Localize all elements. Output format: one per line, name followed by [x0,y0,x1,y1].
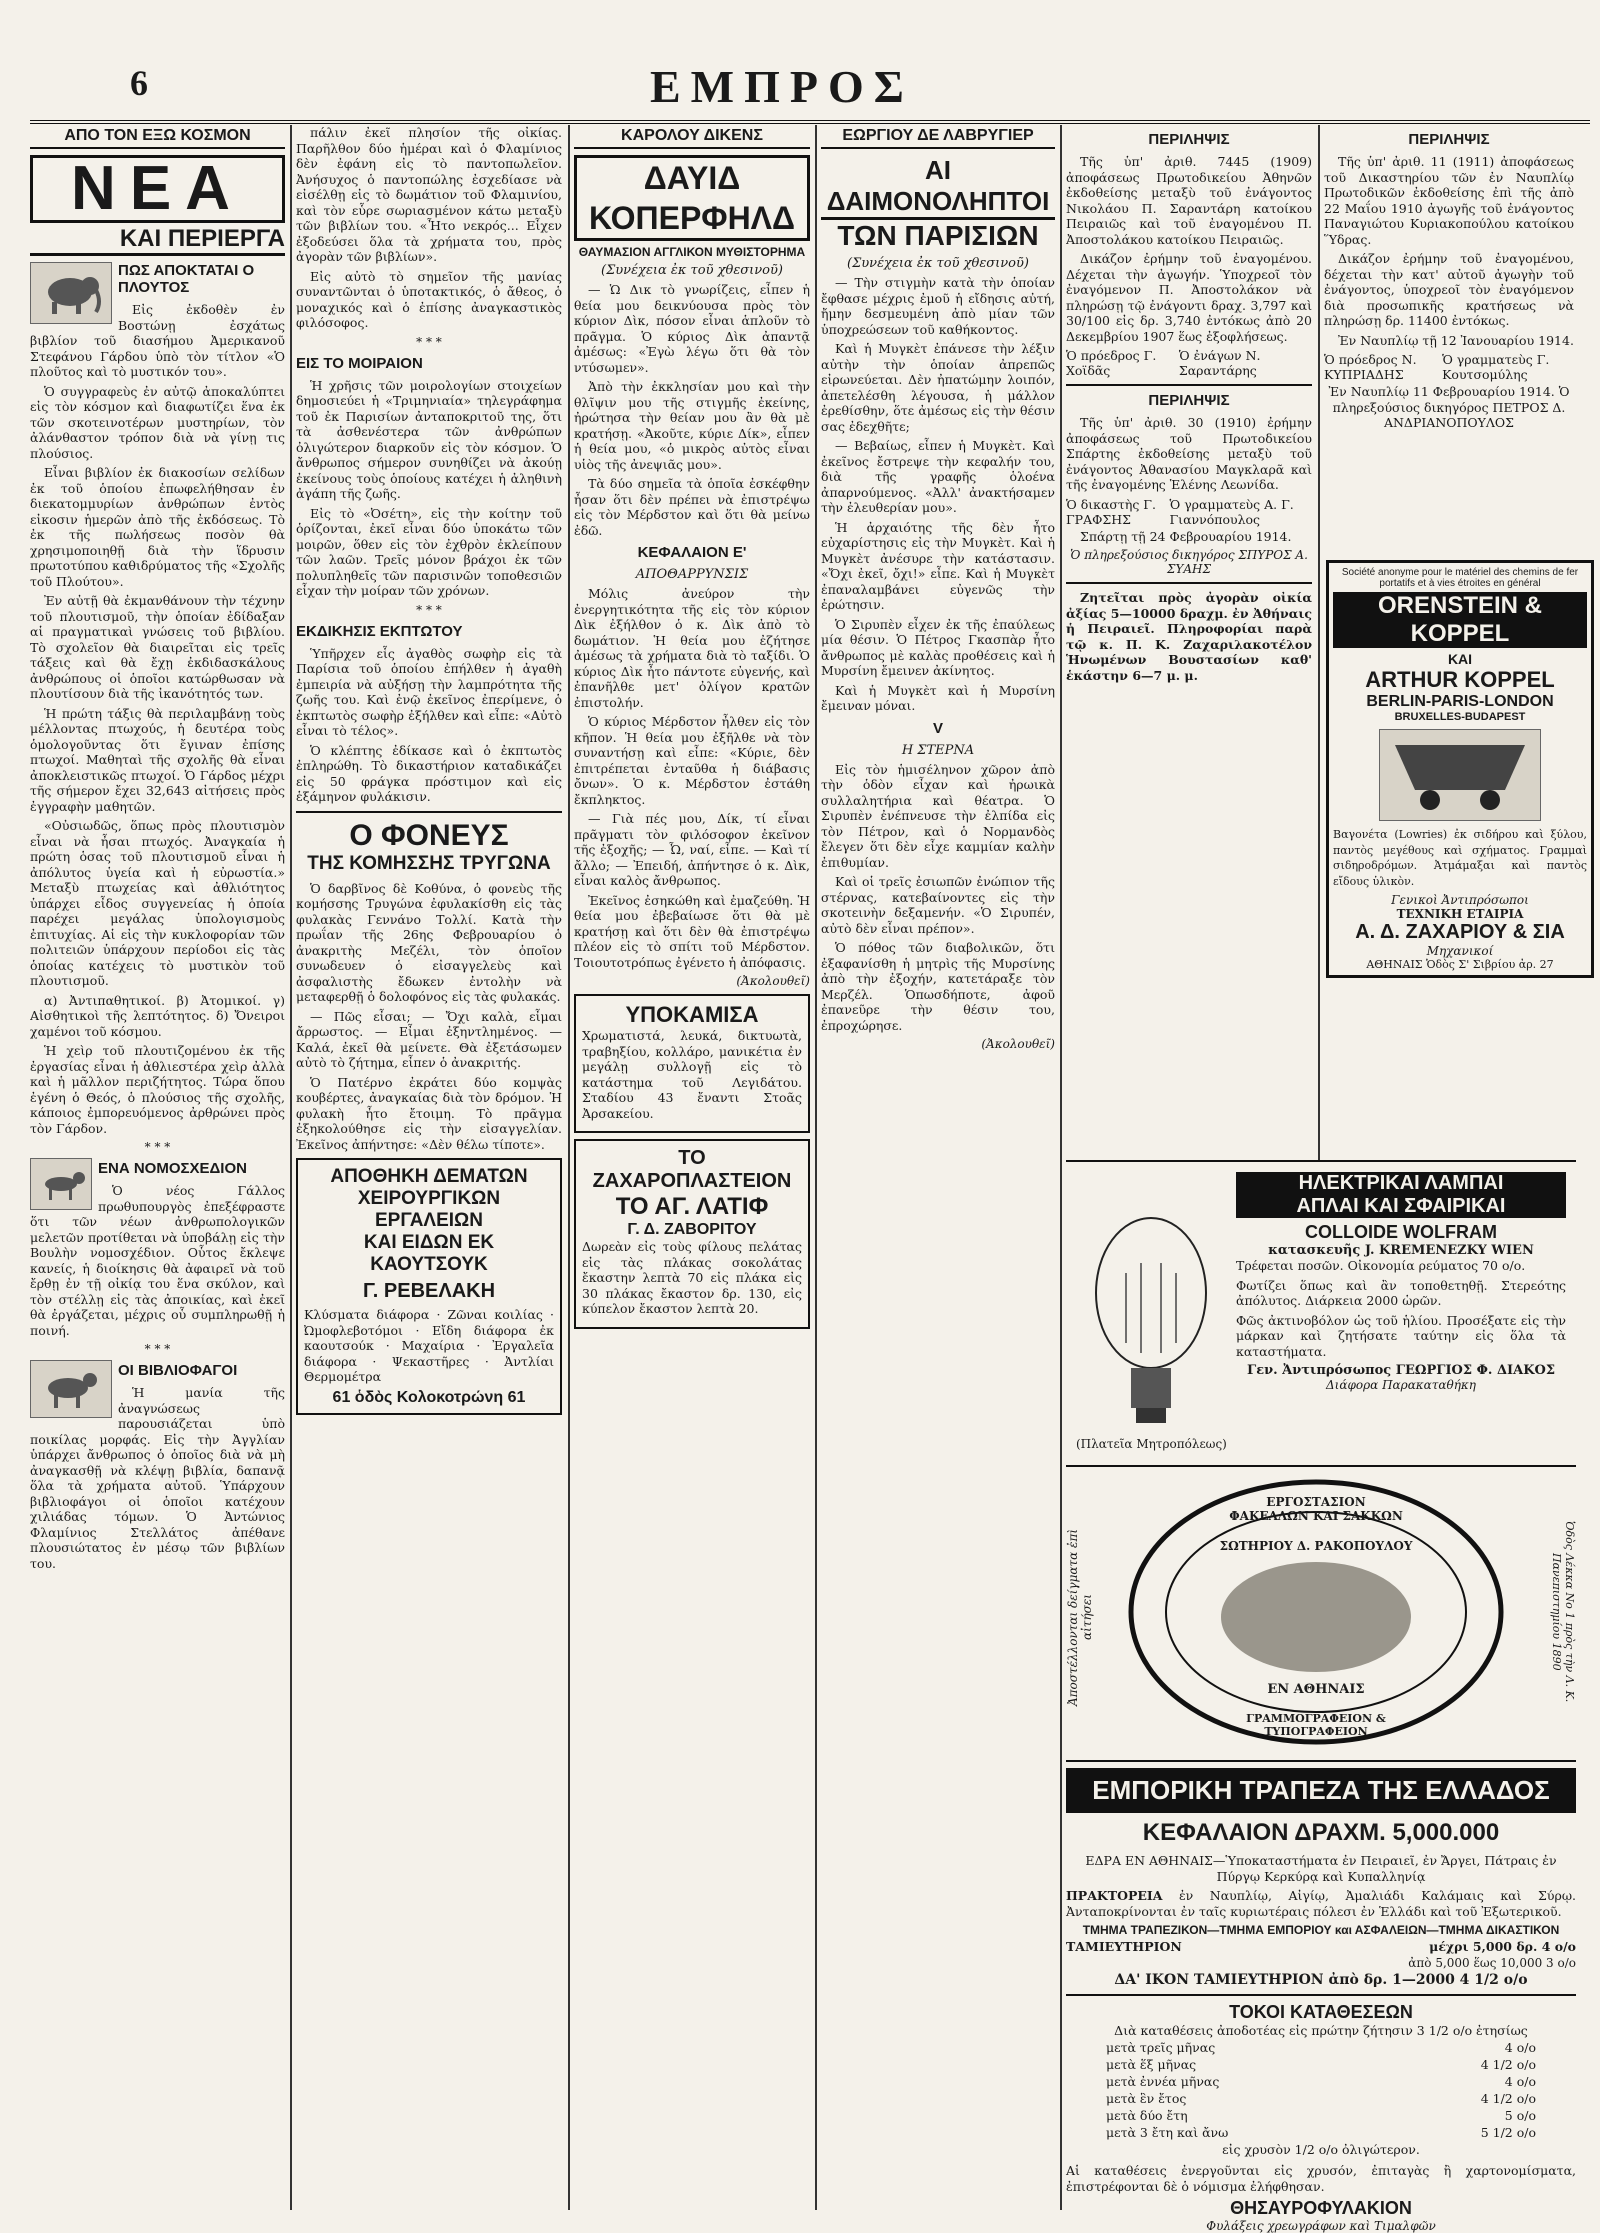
section-heading: ΠΩΣ ΑΠΟΚΤΑΤΑΙ Ο ΠΛΟΥΤΟΣ [118,262,255,296]
column-rule [1318,125,1320,1160]
ad-cities: BERLIN-PARIS-LONDON [1366,693,1554,710]
rate-row [1106,2074,1536,2089]
rate-value: 4 1/2 ο/ο [1480,2057,1536,2072]
seal-side-left: Ἀποστέλλονται δείγματα ἐπὶ αἰτήσει [1066,1528,1094,1706]
lightbulb-illustration [1076,1208,1226,1438]
rate-row [1106,2125,1536,2140]
elephant-illustration [30,262,112,324]
paragraph: Ἐκεῖνος ἐσηκώθη καὶ ἐμαζεύθη. Ἡ θεία μου ἐβεβαίωσε ὅτι θὰ μὲ κρατήσῃ καὶ ὅτι δὲν θὰ ἐπιστρέψω πλέον εἰς τὸ σπίτι τοῦ Μέρδστον. Τοιουτοτρόπως ἐγένετο ἡ ἀπόφασις. [574,892,810,970]
bank-capital: ΚΕΦΑΛΑΙΟΝ ΔΡΑΧΜ. 5,000.000 [1142,1819,1500,1846]
headline: ΤΗΣ ΚΟΜΗΣΣΗΣ ΤΡΥΓΩΝΑ [307,852,551,874]
ad-agent: Γεν. Ἀντιπρόσωπος ΓΕΩΡΓΙΟΣ Φ. ΔΙΑΚΟΣ [1246,1363,1556,1378]
bank-agencies [1066,1888,1576,1919]
section-heading: ΕΙΣ ΤΟ ΜΟΙΡΑΙΟΝ [296,354,423,372]
page-number: 6 [130,63,148,103]
divider [1066,384,1312,386]
signature: Ὁ γραμματεὺς Γ. Κουτσομύλης [1442,352,1550,382]
elephant-icon [36,268,106,318]
ad-cities: BRUXELLES-BUDAPEST [1394,711,1526,723]
ad-place: (Πλατεῖα Μητροπόλεως) [1076,1437,1227,1451]
paragraph: — Γιὰ πές μου, Δίκ, τί εἶναι πρᾶγματι τὸν φιλόσοφον ἐκεῖνον τῆς ἐξοχῆς; — Ὦ, ναί, εἶπε. — Καὶ τί ἄλλο; — Ἐπειδή, ἀπήντησε ὁ κ. Δὶκ, εἶναι καλὸς ἄνθρωπος. [574,811,810,888]
signature: Ὁ γραμματεὺς Α. Γ. Γιαννόπουλος [1169,496,1294,527]
bank-savings-rate: μέχρι 5,000 δρ. 4 ο/ο [1429,1939,1576,1954]
bank-savings-rate: ἀπὸ 5,000 ἕως 10,000 3 ο/ο [1408,1956,1576,1970]
paragraph: Εἰς ἐκδοθὲν ἐν Βοστώνῃ ἐσχάτως βιβλίον τοῦ διασήμου Ἀμερικανοῦ Στεφάνου Γάρδου ὑπὸ τὸν τίτλον «Ὁ πλοῦτος καὶ τὸ μυστικόν του». [30,302,285,379]
seal-ring-text: ΕΡΓΟΣΤΑΣΙΟΝ ΦΑΚΕΛΛΩΝ ΚΑΙ ΣΑΚΚΩΝ [1229,1495,1403,1523]
ad-shirts [574,994,810,1133]
bank-vault: ΘΗΣΑΥΡΟΦΥΛΑΚΙΟΝ [1230,2198,1412,2218]
seal-name: ΣΩΤΗΡΙΟΥ Δ. ΡΑΚΟΠΟΥΛΟΥ [1219,1539,1413,1553]
ad-heading: ΑΠΟΘΗΚΗ ΔΕΜΑΤΩΝ [330,1166,528,1187]
paragraph: Μόλις ἀνεύρον τὴν ἐνεργητικότητα τῆς εἰς τὸν κύριον Δὶκ ἐξήλθον ὁ κ. Δὶκ ἀπὸ τὸ δωμάτιον. Ἡ θεία μου ἐζήτησε ἀμέσως τὰ χρήματα διὰ τὸ ταξίδι. Ὁ κύριος Δὶκ ἦτο πάντοτε εὐγενής, καὶ ἐπανῆλθε μετ' ὀλίγον κρατῶν ἐπιστολήν. [574,586,810,710]
ad-heading: ΑΠΛΑΙ ΚΑΙ ΣΦΑΙΡΙΚΑΙ [1236,1195,1566,1218]
separator: * * * [144,1342,171,1356]
paragraph: — Βεβαίως, εἶπεν ἡ Μυγκὲτ. Καὶ ἐκεῖνος ἔστρεψε τὴν κεφαλήν του, διὰ τῆς γραφῆς ὁλοένα ἀπαρνούμενος. «Ἀλλ' ἀνακτήσαμεν τὴν ἐλευθερίαν μου». [821,438,1055,515]
notice-date: Ἐν Ναυπλίῳ τῇ 12 Ἰανουαρίου 1914. [1338,332,1574,348]
ad-items: Κλύσματα διάφορα · Ζῶναι κοιλίας · Ὠμοφλεβοτόμοι · Εἴδη διάφορα ἐκ καουτσούκ · Μαχαίρια · Ἐργαλεῖα διάφορα · Ψεκαστῆρες · Ἀντλίαι Θερμομέτρα [304,1307,554,1384]
serial-subtitle: ΤΩΝ ΠΑΡΙΣΙΩΝ [837,220,1039,251]
rates-intro: Διὰ καταθέσεις ἀποδοτέας εἰς πρώτην ζήτησιν 3 1/2 ο/ο ἐτησίως [1114,2023,1528,2038]
paragraph: Ἡ χρῆσις τῶν μοιρολογίων στοιχείων δημοσιεύει ἡ «Τριμηνιαία» τηλεγράφημα τοῦ ἐκ Παρισίων ἀνταποκριτοῦ της, ὅτι τὰ ἀσθενέστερα τῶν ἀνθρώπων ὀλιγώτερον διαρκοῦν εἰς τὸν κόσμον. Ὁ ἄνθρωπος σήμερον συνηθίζει νὰ ἀκούῃ ἐκείνους τοὺς ὁποίους κατέχει ἡ ἀληθινὴ ἀγάπη τῆς ζωῆς. [296,377,562,501]
paragraph: Εἶναι βιβλίον ἐκ διακοσίων σελίδων ἐκ τοῦ ὁποίου ἐπωφελήθησαν ἐν διεκατομμυρίων ἀνθρώπων ἐντὸς εἰκοσιν ἡμερῶν ἀπὸ τῆς ἐκδόσεως. Τὸ ἐκ τῆς πωλήσεως ποσὸν θὰ χρησιμοποιηθῇ διὰ τὴν ἵδρυσιν πρωτοτύπου καθιδρύματος τῆς «Σχολῆς τοῦ Πλούτου». [30,465,285,589]
ad-agent-role: Διάφορα Παρακαταθήκη [1326,1378,1476,1392]
rate-term: μετὰ ἓν ἔτος [1106,2091,1187,2106]
bank-note: Αἱ καταθέσεις ἐνεργοῦνται εἰς χρυσόν, ἐπιταγὰς ἢ χαρτονομίσματα, ἐπιστρέφονται δὲ ὁ νόμισμα ἐλήφθησαν. [1066,2163,1576,2194]
ad-brand: ARTHUR KOPPEL [1365,667,1555,692]
serial-author: ΕΩΡΓΙΟΥ ΔΕ ΛΑΒΡΥΓΙΕΡ [821,125,1055,149]
rate-value: 5 ο/ο [1504,2108,1536,2123]
notice-text: Τῆς ὑπ' ἀριθ. 30 (1910) ἐρήμην ἀποφάσεως τοῦ Πρωτοδικείου Σπάρτης ἐκδοθείσης μεταξὺ τοῦ ἐνάγοντος Ἀθανασίου Μαγκλαρᾶ καὶ τῆς ἐναγομένης Ἑλένης Λεωνίδα. [1066,415,1312,492]
paragraph: Εἰς τὸ «Ὀσέτη», εἰς τὴν κοίτην τοῦ ὁρίζονται, ἐκεῖ εἶναι δύο ὑποκάτω τῶν μοιρῶν, ὅθεν εἰς τὸν ἐχθρὸν ἐκλείπουν τῶν λαῶν. Τρεῖς μόνον βράχοι ἐκ τῶν πολυπληθεῖς τῶν παρισινῶν τοποθεσιῶν εἶχαν τὴν μοίραν τῶν χρόνων. [296,505,562,598]
paragraph: πάλιν ἐκεῖ πλησίον τῆς οἰκίας. Παρῆλθον δύο ἡμέραι καὶ ὁ Φλαμίνιος δὲν ἐφάνη εἰς τὸ παντοπωλεῖον. Ἀνήσυχος ὁ παντοπώλης ἐσχεδίασε νὰ εἰσέλθῃ εἰς τὸ δωμάτιον τοῦ Φλαμινίου, καὶ τὸν εὗρε σωριασμένον κάτω μεταξὺ τῶν βιβλίων του. «Ἦτο νεκρός... Εἶχεν ἐξοδεύσει ὅλα τὰ χρήματα του, πρὸς ἀγορὰν τῶν βιβλίων». [296,125,562,264]
notice-signatures [1324,352,1574,382]
dog-illustration [30,1158,92,1210]
paragraph: Ὁ κλέπτης ἐδίκασε καὶ ὁ ἐκπτωτὸς ἐπληρώθη. Τὸ δικαστήριον καταδικάζει εἰς 50 φράγκα πρόστιμον καὶ εἰς ἑξάμηνον φυλάκισιν. [296,742,562,804]
paragraph: Ὁ κύριος Μέρδστον ἦλθεν εἰς τὸν κῆπον. Ἡ θεία μου ἐξῆλθε νὰ τὸν συναντήσῃ καὶ εἶπε: «Κύριε, δὲν ἐπιτρέπεται ἐνταῦθα ἡ διάβασις ὄνων». Ὁ κ. Μέρδστον ἐστάθη ἔκπληκτος. [574,714,810,807]
goat-illustration [30,1360,112,1418]
section-heading: ΕΚΔΙΚΗΣΙΣ ΕΚΠΤΩΤΟΥ [296,622,463,640]
ad-address: ΑΘΗΝΑΙΣ Ὁδὸς Σ' Σιβρίου ἀρ. 27 [1366,958,1554,971]
paragraph: Ὁ συγγραφεὺς ἐν αὐτῷ ἀποκαλύπτει εἰς τὸν κόσμον καὶ διαφωτίζει ἕνα ἐκ τῶν σκοτεινοτέρων μυστηρίων, τὸν ἀλάνθαστον τρόπον διὰ νὰ γίνῃ τις πλούσιος. [30,383,285,461]
paragraph: Ὁ νέος Γάλλος πρωθυπουργὸς ἐπεξέφραστε ὅτι τῶν νέων ἀνθρωπολογικῶν μελετῶν προτίθεται νὰ ὑποβάλῃ εἰς τὴν Βουλὴν νομοσχέδιον. Οὗτος ἔκλεψε κανείς, ἡ διοίκησις θὰ ἀφαιρεῖ νὰ τοῦ ἔρθῃ ἐν τῇ οἰκίᾳ του ἕνα σκύλον, καὶ τὸν στέλλῃ εἰς τὰς ἀποικίας, καὶ ἐκεῖ θὰ ἐργάζεται, μέχρις οὗ συμπληρωθῇ ἡ ποινή. [30,1183,285,1338]
paragraph: Καὶ ἡ Μυγκὲτ καὶ ἡ Μυρσίνη ἔμειναν μόναι. [821,682,1055,713]
bank-agencies-head: ΠΡΑΚΤΟΡΕΙΑ [1066,1888,1163,1903]
paragraph: Ἡ πρώτη τάξις θὰ περιλαμβάνῃ τοὺς μέλλοντας πτωχούς, ἡ δευτέρα τοὺς ὁμολογοῦντας ὅτι ἔγιναν ἐπίσης πτωχοί. Μαθηταὶ τῆς σχολῆς θὰ εἶναι ἀποκλειστικῶς πτωχοί. Ὁ Γάρδος μέχρι τῆς σήμερον ἔχει 32,643 αἰτήσεις πρὸς ἐγγραφὴν μαθητῶν. [30,705,285,814]
to-be-continued: (Ἀκολουθεῖ) [736,974,810,988]
paragraph: — Ὡ Δικ τὸ γνωρίζεις, εἶπεν ἡ θεία μου δεικνύουσα πρὸς τὸν κύριον Δὶκ, πόσον εἶναι ἁπλοῦν τὸ πρᾶγμα. Ὁ κύριος Δὶκ ἀπαντᾷ ἀμέσως: «Ἐγὼ λέγω ὅτι θὰ τὸν ντύσωμεν». [574,282,810,375]
rates-gold: εἰς χρυσὸν 1/2 ο/ο ὀλιγώτερον. [1222,2142,1420,2157]
rate-value: 4 ο/ο [1504,2074,1536,2089]
rates-heading: ΤΟΚΟΙ ΚΑΤΑΘΕΣΕΩΝ [1229,2002,1413,2022]
continuation-note: (Συνέχεια ἐκ τοῦ χθεσινοῦ) [847,256,1029,271]
notice-heading: ΠΕΡΙΛΗΨΙΣ [1148,131,1230,148]
serial-subtitle: ΘΑΥΜΑΣΙΟΝ ΑΓΓΛΙΚΟΝ ΜΥΘΙΣΤΟΡΗΜΑ [578,245,806,259]
bank-savings-head: ΤΑΜΙΕΥΤΗΡΙΟΝ [1066,1939,1182,1954]
notice-text: Δικάζον ἐρήμην τοῦ ἐναγομένου. Δέχεται τὴν ἀγωγήν. Ὑποχρεοῖ τὸν ἐναγόμενον Π. Ἀποστολάκον νὰ πληρώσῃ τῷ ἐνάγοντι δραχ. 3,797 καὶ 30/100 εἰς δρ. 3,740 ἐντόκως ἀπὸ 20 Δεκεμβρίου 1907 ἕως ἐξοφλήσεως. [1066,251,1312,344]
signature: Ὁ πρόεδρος Ν. ΚΥΠΡΙΑΔΗΣ [1324,352,1417,382]
bank-agencies-text: ἐν Ναυπλίῳ, Αἰγίῳ, Ἀμαλιάδι Καλάμαις καὶ Σύρῳ. Ἀνταποκρίνονται ἐν ταῖς κυριωτέραις πόλεσι ἐν Ἑλλάδι καὶ τοῦ Ἐξωτερικοῦ. [1066,1888,1576,1919]
column-rule [815,125,817,2210]
bank-departments: ΤΜΗΜΑ ΤΡΑΠΕΖΙΚΟΝ—ΤΜΗΜΑ ΕΜΠΟΡΙΟΥ και ΑΣΦΑΛΕΙΩΝ—ΤΜΗΜΑ ΔΙΚΑΣΤΙΚΟΝ [1082,1923,1560,1937]
signature: Ὁ δικαστὴς Γ. ΓΡΑΦΣΗΣ [1066,496,1156,527]
ad-name: Γ. Δ. ΖΑΒΟΡΙΤΟΥ [627,1221,757,1238]
section-kicker: ΑΠΟ ΤΟΝ ΕΞΩ ΚΟΣΜΟΝ [30,125,285,149]
ad-heading: ΥΠΟΚΑΜΙΣΑ [625,1002,759,1027]
paper-name: ΕΜΠΡΟΣ [650,61,914,112]
notice-text: Τῆς ὑπ' ἀριθ. 11 (1911) ἀποφάσεως τοῦ Δικαστηρίου τῶν ἐν Ναυπλίῳ Πρωτοδικῶν ἐκδοθείσης ἐπὶ τῆς ἀπὸ 22 Μαΐου 1910 ἀγωγῆς τοῦ ἐνάγοντος Παναγιώτου Κυριακοπούλου κατοίκου Ὕδρας. [1324,154,1574,247]
bank-savings [1066,1939,1576,1954]
ad-text: Χρωματιστά, λευκά, δικτυωτὰ, τραβηξίου, κολλάρο, μανικέτια ἐν μεγάλῃ συλλογῇ εἰς τὸ κατάστημα τοῦ Λεγιδάτου. Σταδίου 43 ἔναντι Στοᾶς Ἀρσακείου. [582,1028,802,1121]
separator: * * * [416,334,442,349]
notice-lawyer: Ὁ πληρεξούσιος δικηγόρος ΣΠΥΡΟΣ Α. ΣΥΑΗΣ [1070,548,1308,576]
ad-koppel [1326,560,1594,978]
rate-row [1106,2040,1536,2055]
paragraph: Ὁ Πατέρνο ἐκράτει δύο κομψὰς κουβέρτες, ἀναγκαίας διὰ τὸν δρόμον. Ἡ φυλακὴ ἦτο ἔτοιμη. Τὸ πρᾶγμα ἐξηκολούθησε εἰς τὴν εἰσαγγελίαν. Ἐκεῖνος ἀπήντησε: «Δὲν θέλω τίποτε». [296,1074,562,1152]
rate-term: μετὰ 3 ἔτη καὶ ἄνω [1106,2125,1229,2140]
paragraph: — Πῶς εἶσαι; — Ὄχι καλὰ, εἶμαι ἄρρωστος. — Εἶμαι ἐξηντλημένος. — Καλά, ἐκεῖ θὰ μείνετε. Θὰ ἐξετάσωμεν αὐτὸ τὸ ζήτημα, εἶπεν ὁ ἀνακριτής. [296,1008,562,1070]
notice-lawyer: Ἐν Ναυπλίῳ 11 Φεβρουαρίου 1914. Ὁ πληρεξούσιος δικηγόρος ΠΕΤΡΟΣ Δ. ΑΝΔΡΙΑΝΟΠΟΥΛΟΣ [1328,384,1570,430]
masthead [30,60,1590,124]
paragraph: Ἐν αὐτῇ θὰ ἐκμανθάνουν τὴν τέχνην τοῦ πλουτισμοῦ, τὴν ὁποίαν ἐδίδαξαν αἱ πραγματικαὶ γνώσεις τοῦ βιβλίου. Τὸ σχολεῖον θὰ διαιρεῖται εἰς τρεῖς τάξεις καὶ θὰ ἔχῃ ἐκδιδασκάλους ἀνθρώπους οἱ ὁποῖοι κατώρθωσαν νὰ πλουτίσουν διὰ τῆς ἰκανότητός των. [30,593,285,701]
paragraph: Ὁ δαρβῖνος δὲ Κοθύνα, ὁ φονεὺς τῆς κομήσσης Τρυγώνα ἐφυλακίσθη εἰς τὰς φυλακὰς Γεννάνο Τολλί. Κατὰ τὴν πρωΐαν τῆς 26ης Φεβρουαρίου ὁ ἀνακριτὴς Μεζέλι, τὸν ὁποῖον συνωδευεν ὁ εἰσαγγελεὺς καὶ ἀσφαλιστὴς ἔδωκεν ἐντολὴν νὰ μεταφερθῇ ὁ δολοφόνος εἰς τὰς φυλακάς. [296,880,562,1004]
list: α) Ἀντιπαθητικοί. β) Ἀτομικοί. γ) Αἰσθητικοὶ τῆς λεπτότητος. δ) Ὄνειροι χαμένοι τοῦ κόσμου. [30,992,285,1039]
ad-text: Βαγονέτα (Lowries) ἐκ σιδήρου καὶ ξύλου, παντὸς μεγέθους καὶ σχήματος. Γραμμαὶ σιδηροδρόμων. Ἀτμάμαξαι καὶ παντὸς εἴδους ὑλικὸν. [1333,828,1587,888]
rates-table [1066,2040,1576,2140]
mine-cart-illustration [1379,729,1541,821]
paragraph: Καὶ ἡ Μυγκὲτ ἐπάνεσε τὴν λέξιν αὐτὴν τὴν ὁποίαν ἀπρεπῶς εἰρωνεύεται. Δὲν ἠπατώμην λοιπόν, ἀπετελέσθη λέγουσα, ἡ μάλλον ἐρεθίσθην, ὅτε ἀμέσως εἰς τὴν θέσιν σας ἐδεχθῆτε; [821,341,1055,434]
to-be-continued: (Ἀκολουθεῖ) [981,1037,1055,1051]
chapter-title: ΑΠΟΘΑΡΡΥΝΣΙΣ [635,567,749,582]
ad-heading: ΚΑΙ ΕΙΔΩΝ ΕΚ ΚΑΟΥΤΣΟΥΚ [363,1232,495,1275]
bank-title: ΕΜΠΟΡΙΚΗ ΤΡΑΠΕΖΑ ΤΗΣ ΕΛΛΑΔΟΣ [1066,1768,1576,1813]
serial-title: ΔΑΥΙΔ ΚΟΠΕΡΦΗΛΔ [574,155,810,241]
paragraph: Ὁ πόθος τῶν διαβολικῶν, ὅτι ἐξαφανίσθη ἡ μητρὶς τῆς Μυρσίνης ἀπὸ τὴν ἐξοχήν, κατετάραξε τὸν Μερζέλ. Ὁπωσδήποτε, ἀφοῦ ἐπανεῦρε τὴν θέσιν του, ἐπροχώρησε. [821,940,1055,1033]
headline: Ο ΦΟΝΕΥΣ [349,818,509,852]
divider [296,811,562,813]
notice-text: Τῆς ὑπ' ἀριθ. 7445 (1909) ἀποφάσεως Πρωτοδικείου Ἀθηνῶν ἐκδοθείσης μεταξὺ τοῦ ἐνάγοντος Νικολάου Π. Σαραντάρη κατοίκου Πειραιῶς καὶ τοῦ ἐναγομένου Π. Ἀποστολάκου κατοίκου Πειραιῶς. [1066,154,1312,247]
rate-row [1106,2057,1536,2072]
paragraph: Καὶ οἱ τρεῖς ἐσιωπῶν ἐνώπιον τῆς στέρνας, κατεβαίνοντες εἰς τὴν σκοτεινὴν δεξαμενήν. «Ὁ Σιρυπέν, αὐτὸ δὲν εἶναι πρέπον». [821,874,1055,936]
rate-term: μετὰ δύο ἔτη [1106,2108,1188,2123]
paragraph: Ἡ χεὶρ τοῦ πλουτιζομένου ἐκ τῆς ἐργασίας εἶναι ἡ ἀθλιεστέρα χεὶρ ἀλλὰ καὶ ἡ μᾶλλον περιζήτητος. Τώρα ὅπου ἐγένη ὁ Θεός, ὁ πλούσιος τῆς σχολῆς, κάποιος ἐμπορευόμενος ἀρθρώνει πρὸς τὸν Γάρδον. [30,1043,285,1136]
ad-brand: COLLOIDE WOLFRAM [1305,1222,1497,1242]
seal-place: ΕΝ ΑΘΗΝΑΙΣ [1267,1682,1365,1697]
notice-heading: ΠΕΡΙΛΗΨΙΣ [1408,131,1490,148]
ad-text: Τρέφεται ποσῶν. Οἰκονομία ρεύματος 70 ο/ο. [1236,1258,1526,1273]
divider [1066,1994,1576,1996]
notice-signatures [1066,348,1312,378]
paragraph: — Τὴν στιγμὴν κατὰ τὴν ὁποίαν ἔφθασε μέχρις ἐμοῦ ἡ εἴδησις αὐτή, ἤμην δεσμευμένη ἀπὸ μίαν τῶν ὑποχρεώσεων τοῦ καθήκοντος. [821,275,1055,337]
column-rule [1060,125,1062,2210]
ad-maker: κατασκευῆς J. KREMENEZKY WIEN [1268,1243,1534,1258]
ad-surgical [296,1158,562,1415]
paragraph: Ἡ ἀρχαιότης τῆς δὲν ἦτο εὐχαρίστησις εἰς τὴν Μυγκὲτ. Καὶ ἡ Μυγκὲτ ἀνέσυρε τὴν κατάστασιν. «Ὄχι ἐκεῖ, ὄχι!» εἶπε. Καὶ ἡ Μυγκὲτ ἐπαναλαμβάνει εὐγενῶς τὴν ἐρώτησιν. [821,519,1055,612]
ad-brand: ORENSTEIN & KOPPEL [1333,592,1587,648]
dog-icon [33,1164,89,1204]
column-rule [290,125,292,2210]
ad-heading: ΤΟ ΖΑΧΑΡΟΠΛΑΣΤΕΙΟΝ [592,1147,792,1192]
rate-row [1106,2091,1536,2106]
ad-bank [1066,1760,1576,2233]
headline-main: ΝΕΑ [30,155,285,223]
notice-heading: ΠΕΡΙΛΗΨΙΣ [1148,392,1230,409]
separator: * * * [144,1140,171,1154]
lightbulb-icon [1086,1213,1216,1433]
column-4 [821,125,1055,2210]
rate-value: 5 1/2 ο/ο [1480,2125,1536,2140]
ad-text: Φωτίζει ὅπως καὶ ἂν τοποθετηθῇ. Στερεότης ἀπόλυτος. Διάρκεια 2000 ὡρῶν. [1236,1277,1566,1308]
lamp-ad-text [1236,1172,1566,1392]
ad-agents-heading: Γενικοὶ Ἀντιπρόσωποι [1391,893,1529,907]
paragraph: «Οὐσιωδῶς, ὅπως πρὸς πλουτισμὸν εἶναι νὰ ἦσαι πτωχός. Ἀναγκαία ἡ πρώτη ὁσας τοῦ πλουτισμοῦ εἶναι ἡ ἀπόλυτος ὑγεία καὶ ἡ εὐρωστία.» Μεταξὺ πτωχείας καὶ ἀθλιότητος ὑπάρχει εἶδος συγγενείας ἡ ὁποία παρέχει μεγάλας ὑπολογισμοὺς ἐπιτυχίας. Αἱ εἰς τὴν κυκλοφορίαν τῶν πολιτειῶν ὑπάρχουν περίοδοι εἰς τὰς ὁποίας κατέχεις τὸ μυστικὸν τοῦ πλουτισμοῦ. [30,818,285,988]
paragraph: Ἡ μανία τῆς ἀναγνώσεως παρουσιάζεται ὑπὸ ποικίλας μορφάς. Εἰς τὴν Ἀγγλίαν ὑπάρχει ἄνθρωπος ὁ ὁποῖος διὰ νὰ μὴ ἀναγκασθῇ νὰ κλέψῃ βιβλία, δαπανᾷ ὅλα τὰ χρήματα αὐτοῦ. Ὑπάρχουν βιβλιοφάγοι οἱ ὁποῖοι κατέχουν χιλιάδας τόμων. Ὁ Ἀντώνιος Φλαμίνιος Στελλάτος ἀπέθανε πλουσιώτατος ἐν μέσῳ τῶν βιβλίων του. [30,1385,285,1571]
serial-author: ΚΑΡΟΛΟΥ ΔΙΚΕΝΣ [574,125,810,149]
divider [1066,582,1312,584]
paragraph: Ὑπῆρχεν εἷς ἀγαθὸς σωφὴρ εἰς τὰ Παρίσια τοῦ ὁποίου ἐπήλθεν ἡ ἀγαθὴ ἐμπειρία νὰ αὐξήσῃ τὴν λαμπρότητα τῆς ζωῆς του. Καὶ ἐνῷ ἐκεῖνος ἐπερίμενε, ὁ ἐκπτωτὸς σωφὴρ ἐξήλθεν καὶ εἶπε: «Αὐτὸ εἶναι τὸ τέλος». [296,645,562,738]
ad-heading: ΧΕΙΡΟΥΡΓΙΚΩΝ ΕΡΓΑΛΕΙΩΝ [357,1188,501,1231]
column-rule [568,125,570,2210]
paragraph: Τὰ δύο σημεῖα τὰ ὁποῖα ἐσκέφθην ἦσαν ὅτι δὲν πρέπει νὰ ἐπιστρέψω εἰς τὸν Μέρδστον καὶ ὅτι θὰ μείνω ἐδῶ. [574,476,810,538]
paragraph: Εἰς αὐτὸ τὸ σημεῖον τῆς μανίας συναντῶνται ὁ ὑποτακτικός, ὁ ἄθεος, ὁ μοναχικός καὶ ὁ ἐπίσης ἀναγκαστικὸς φιλόσοφος. [296,268,562,330]
notice-date: Σπάρτῃ τῇ 24 Φεβρουαρίου 1914. [1080,528,1292,544]
rate-term: μετὰ ἐννέα μῆνας [1106,2074,1220,2089]
ad-address: 61 ὁδὸς Κολοκοτρώνη 61 [332,1388,526,1406]
ad-agent: Α. Δ. ΖΑΧΑΡΙΟΥ & ΣΙΑ [1355,921,1565,943]
ad-agents-sub: ΤΕΧΝΙΚΗ ΕΤΑΙΡΙΑ [1396,907,1524,921]
rate-term: μετὰ τρεῖς μῆνας [1106,2040,1216,2055]
ad-conjunction: ΚΑΙ [1447,651,1473,667]
ad-lamps [1066,1160,1576,1462]
serial-title: ΑΙ ΔΑΙΜΟΝΟΛΗΠΤΟΙ [821,155,1055,220]
ad-name: Γ. ΡΕΒΕΛΑΚΗ [362,1280,496,1302]
column-3 [574,125,810,2210]
signature: Ὁ ἐνάγων Ν. Σαραντάρης [1178,348,1261,378]
paragraph: Ἀπὸ τὴν ἐκκλησίαν μου καὶ τὴν θλῖψιν μου τῆς στιγμῆς ἐκείνης, ἠρώτησα τὴν θείαν μου ἂν θὰ μὲ κρατήσῃ. «Ἀκοῦτε, κύριε Δίκ», εἶπεν ἡ θεία μου, «ὁ μικρὸς αὐτὸς εἶναι υἱὸς τῆς ἀνεψιᾶς μου». [574,379,810,472]
signature: Ὁ πρόεδρος Γ. Χοϊδᾶς [1066,348,1157,378]
chapter-title: Η ΣΤΕΡΝΑ [901,742,975,758]
bank-passbooks: ΔΑ' ΙΚΟΝ ΤΑΜΙΕΥΤΗΡΙΟΝ ἀπὸ δρ. 1—2000 4 1/2 ο/ο [1114,1972,1528,1988]
ad-heading: ΗΛΕΚΤΡΙΚΑΙ ΛΑΜΠΑΙ [1236,1172,1566,1195]
notice-text: Δικάζον ἐρήμην τοῦ ἐναγομένου, δέχεται τὴν κατ' αὐτοῦ ἀγωγὴν τοῦ ἐνάγοντος, ὑποχρεοῖ τὸν ἐναγόμενον διὰ προσωπικῆς κρατήσεως νὰ πληρώσῃ δρ. 11400 ἐντόκως. [1324,251,1574,328]
mine-cart-icon [1385,735,1535,815]
rate-value: 4 1/2 ο/ο [1480,2091,1536,2106]
rate-term: μετὰ ἕξ μῆνας [1106,2057,1197,2072]
seal-bottom-text: ΓΡΑΜΜΟΓΡΑΦΕΙΟΝ & ΤΥΠΟΓΡΑΦΕΙΟΝ [1246,1712,1386,1738]
section-heading: ΟΙ ΒΙΒΛΙΟΦΑΓΟΙ [118,1362,238,1379]
chapter-number: V [932,719,943,737]
wanted-notice: Ζητεῖται πρὸς ἀγορὰν οἰκία ἀξίας 5—10000 δραχμ. ἐν Ἀθήναις ἡ Πειραιεῖ. Πληροφορίαι παρὰ τῷ κ. Π. Κ. Ζαχαριλακοτέλον Ἡνωμένων Βουστασίων καθ' ἑκάστην 6—7 μ. μ. [1066,590,1312,683]
column-2 [296,125,562,2210]
separator: * * * [416,602,442,617]
paragraph: Ὁ Σιρυπὲν εἶχεν ἐκ τῆς ἐπαύλεως μία θέσιν. Ὁ Πέτρος Γκασπὰρ ἦτο ἄνθρωπος μὲ καλὰς προθέσεις καὶ ἡ Μυρσίνη ἔμεινεν ἀκίνητος. [821,616,1055,678]
rate-value: 4 ο/ο [1504,2040,1536,2055]
bank-seat: ΕΔΡΑ ΕΝ ΑΘΗΝΑΙΣ—Ὑποκαταστήματα ἐν Πειραιεῖ, ἐν Ἄργει, Πάτραις ἐν Πύργῳ Κερκύρᾳ καὶ Κυπαλληνίᾳ [1085,1853,1557,1884]
continuation-note: (Συνέχεια ἐκ τοῦ χθεσινοῦ) [601,263,783,278]
ad-confectionery [574,1139,810,1329]
rate-row [1106,2108,1536,2123]
column-1 [30,125,285,2210]
notice-signatures [1066,497,1312,527]
ad-seal [1066,1465,1576,1757]
paragraph: Εἰς τὸν ἡμισέληνον χῶρον ἀπὸ τὴν ὁδὸν εἶχαν καὶ ἠρωικὰ συλλαλητήρια καὶ θέατρα. Ὁ Σιρυπὲν ἐνέπνευσε τὴν ἐλπίδα εἰς τὸν Πέτρον, καὶ ὁ Νορμανδὸς ἔλεγεν ὅτι δὲν εἶχε καμμίαν καλὴν ἐπιθυμίαν. [821,761,1055,870]
ad-agent-role: Μηχανικοί [1426,944,1494,958]
chapter-number: ΚΕΦΑΛΑΙΟΝ Ε' [637,544,747,561]
ad-text: Φῶς ἀκτινοβόλον ὡς τοῦ ἡλίου. Προσέξατε εἰς τὴν μάρκαν καὶ ζητήσατε ταύτην εἰς ὅλα τὰ καταστήματα. [1236,1312,1566,1359]
goat-icon [36,1366,106,1412]
ad-text: Δωρεὰν εἰς τοὺς φίλους πελάτας εἰς τὰς πλάκας σοκολάτας ἔκαστην λεπτὰ 70 εἰς πλάκα εἰς 30 πλάκας ἔκαστον δρ. 130, εἰς κύπελον ἔκαστον λεπτὰ 20. [582,1239,802,1316]
bank-vault-text: Φυλάξεις χρεωγράφων καὶ Τιμαλφῶν [1206,2219,1436,2233]
ad-tagline: Société anonyme pour le matériel des chemins de fer portatifs et à vies étroites en général [1341,567,1579,589]
section-heading: ΕΝΑ ΝΟΜΟΣΧΕΔΙΟΝ [98,1160,247,1177]
seal-side-right: Ὁδὸς Λέκκα Νο 1 πρὸς τὴν Λ. Κ. Πανεπιστημίου 1890 [1550,1521,1576,1703]
column-5 [1066,125,1312,1155]
ad-heading: ΤΟ ΑΓ. ΛΑΤΙΦ [615,1193,769,1220]
headline-sub: ΚΑΙ ΠΕΡΙΕΡΓΑ [30,225,285,256]
